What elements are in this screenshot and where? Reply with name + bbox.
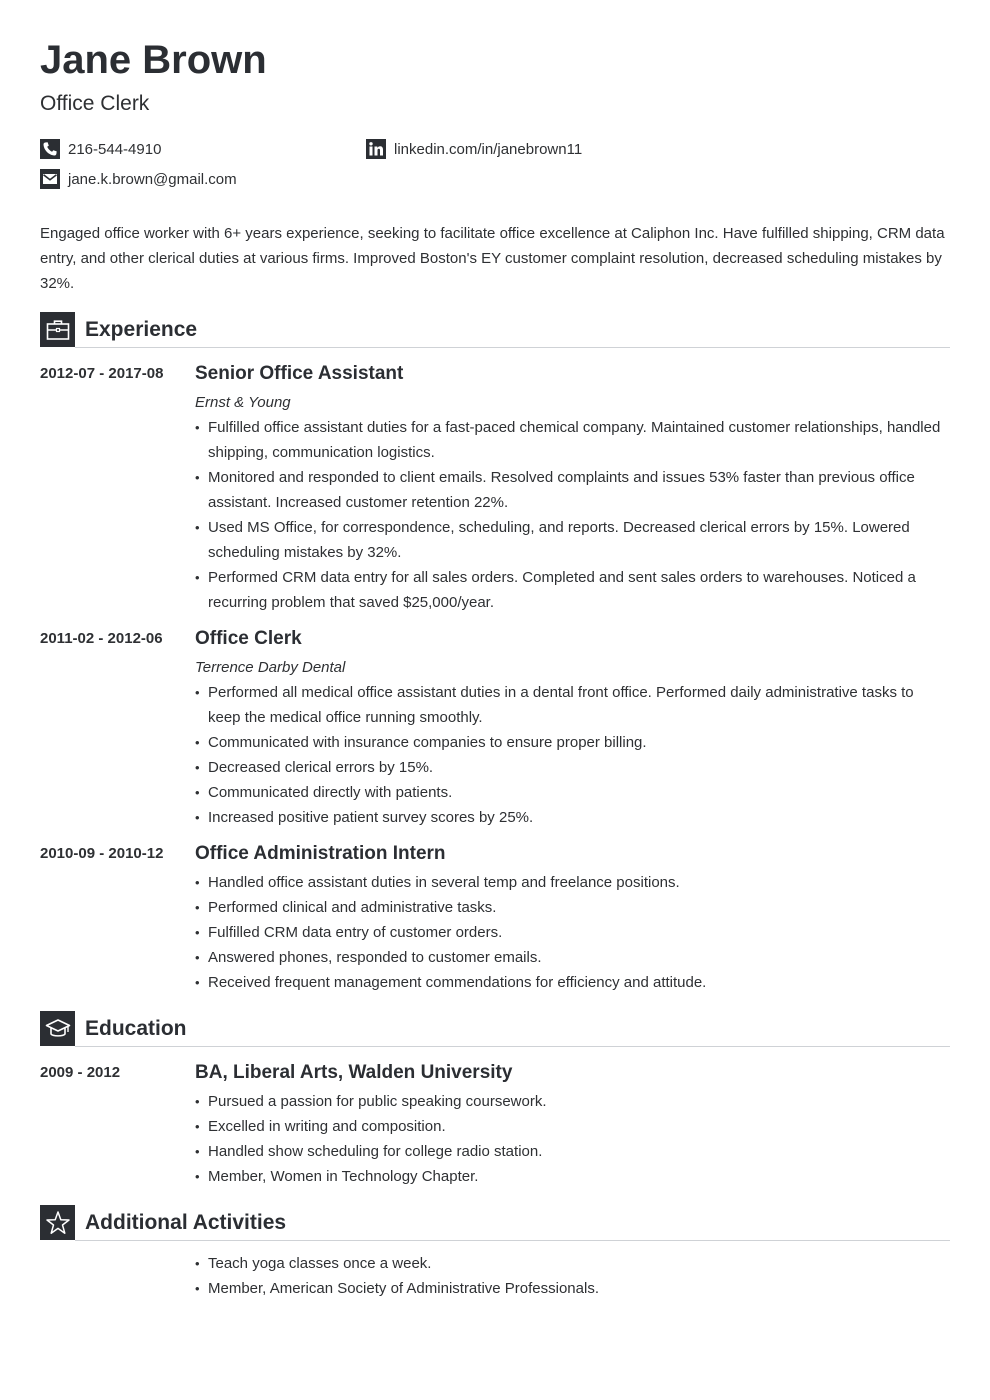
profile-summary: Engaged office worker with 6+ years experience, seeking to facilitate office excellence at Caliphon Inc. Have fulfilled shipping, CRM data entry, and other clerical duties at various firms. Improved Boston's EY customer complaint resolution, decreased scheduling mistakes by 32%. <box>40 225 945 292</box>
entry-dates: 2009 - 2012 <box>40 1064 121 1081</box>
bullet-item: • Monitored and responded to client emails. Resolved complaints and issues 53% faster than previous office assistant. Increased customer retention 22%. <box>195 465 950 515</box>
bullet-item: • Received frequent management commendations for efficiency and attitude. <box>195 970 950 995</box>
entry-title: Senior Office Assistant <box>195 363 404 384</box>
candidate-role: Office Clerk <box>40 92 150 115</box>
bullet-item: • Excelled in writing and composition. <box>195 1114 950 1139</box>
email-icon <box>40 169 60 189</box>
entry-company: Ernst & Young <box>195 394 291 411</box>
contact-phone <box>40 139 161 159</box>
entry-title: Office Administration Intern <box>195 843 446 864</box>
bullet-item: • Performed all medical office assistant duties in a dental front office. Performed daily administrative tasks to keep the medical office running smoothly. <box>195 680 950 730</box>
bullet-item: • Performed CRM data entry for all sales orders. Completed and sent sales orders to warehouses. Noticed a recurring problem that saved $25,000/year. <box>195 565 950 615</box>
bullet-item: • Handled show scheduling for college radio station. <box>195 1139 950 1164</box>
linkedin-icon <box>366 139 386 159</box>
bullet-item: • Pursued a passion for public speaking coursework. <box>195 1089 950 1114</box>
section-header-education <box>40 1011 950 1047</box>
briefcase-icon <box>40 312 75 347</box>
entry-company: Terrence Darby Dental <box>195 659 346 676</box>
section-divider <box>75 347 950 348</box>
section-title-education: Education <box>85 1017 187 1040</box>
bullet-item: • Communicated with insurance companies to ensure proper billing. <box>195 730 950 755</box>
linkedin-text[interactable]: linkedin.com/in/janebrown11 <box>394 140 583 158</box>
bullet-item: • Performed clinical and administrative tasks. <box>195 895 950 920</box>
bullet-item: • Decreased clerical errors by 15%. <box>195 755 950 780</box>
bullet-item: • Increased positive patient survey scores by 25%. <box>195 805 950 830</box>
section-divider <box>75 1240 950 1241</box>
entry-bullets <box>195 870 950 995</box>
entry-title: BA, Liberal Arts, Walden University <box>195 1062 513 1083</box>
bullet-item: • Member, American Society of Administrative Professionals. <box>195 1276 950 1301</box>
bullet-item: • Used MS Office, for correspondence, scheduling, and reports. Decreased clerical errors by 15%. Lowered scheduling mistakes by 32%. <box>195 515 950 565</box>
entry-dates: 2011-02 - 2012-06 <box>40 630 163 647</box>
bullet-item: • Handled office assistant duties in several temp and freelance positions. <box>195 870 950 895</box>
section-header-activities <box>40 1205 950 1241</box>
phone-text: 216-544-4910 <box>68 140 162 158</box>
bullet-item: • Teach yoga classes once a week. <box>195 1251 950 1276</box>
bullet-item: • Communicated directly with patients. <box>195 780 950 805</box>
contact-linkedin[interactable] <box>366 139 582 159</box>
candidate-name: Jane Brown <box>40 38 267 82</box>
section-divider <box>75 1046 950 1047</box>
graduation-cap-icon <box>40 1011 75 1046</box>
phone-icon <box>40 139 60 159</box>
email-text[interactable]: jane.k.brown@gmail.com <box>68 170 237 188</box>
entry-dates: 2010-09 - 2010-12 <box>40 845 164 862</box>
entry-bullets <box>195 1251 950 1301</box>
section-title-activities: Additional Activities <box>85 1211 287 1234</box>
star-icon <box>40 1205 75 1240</box>
contact-email[interactable] <box>40 169 237 189</box>
entry-dates: 2012-07 - 2017-08 <box>40 365 164 382</box>
entry-bullets <box>195 1089 950 1189</box>
bullet-item: • Answered phones, responded to customer emails. <box>195 945 950 970</box>
entry-bullets <box>195 415 950 615</box>
section-title-experience: Experience <box>85 318 198 341</box>
entry-title: Office Clerk <box>195 628 302 649</box>
bullet-item: • Fulfilled CRM data entry of customer orders. <box>195 920 950 945</box>
bullet-item: • Fulfilled office assistant duties for a fast-paced chemical company. Maintained customer relationships, handled shipping, communication logistics. <box>195 415 950 465</box>
section-header-experience <box>40 312 950 348</box>
bullet-item: • Member, Women in Technology Chapter. <box>195 1164 950 1189</box>
entry-bullets <box>195 680 950 830</box>
